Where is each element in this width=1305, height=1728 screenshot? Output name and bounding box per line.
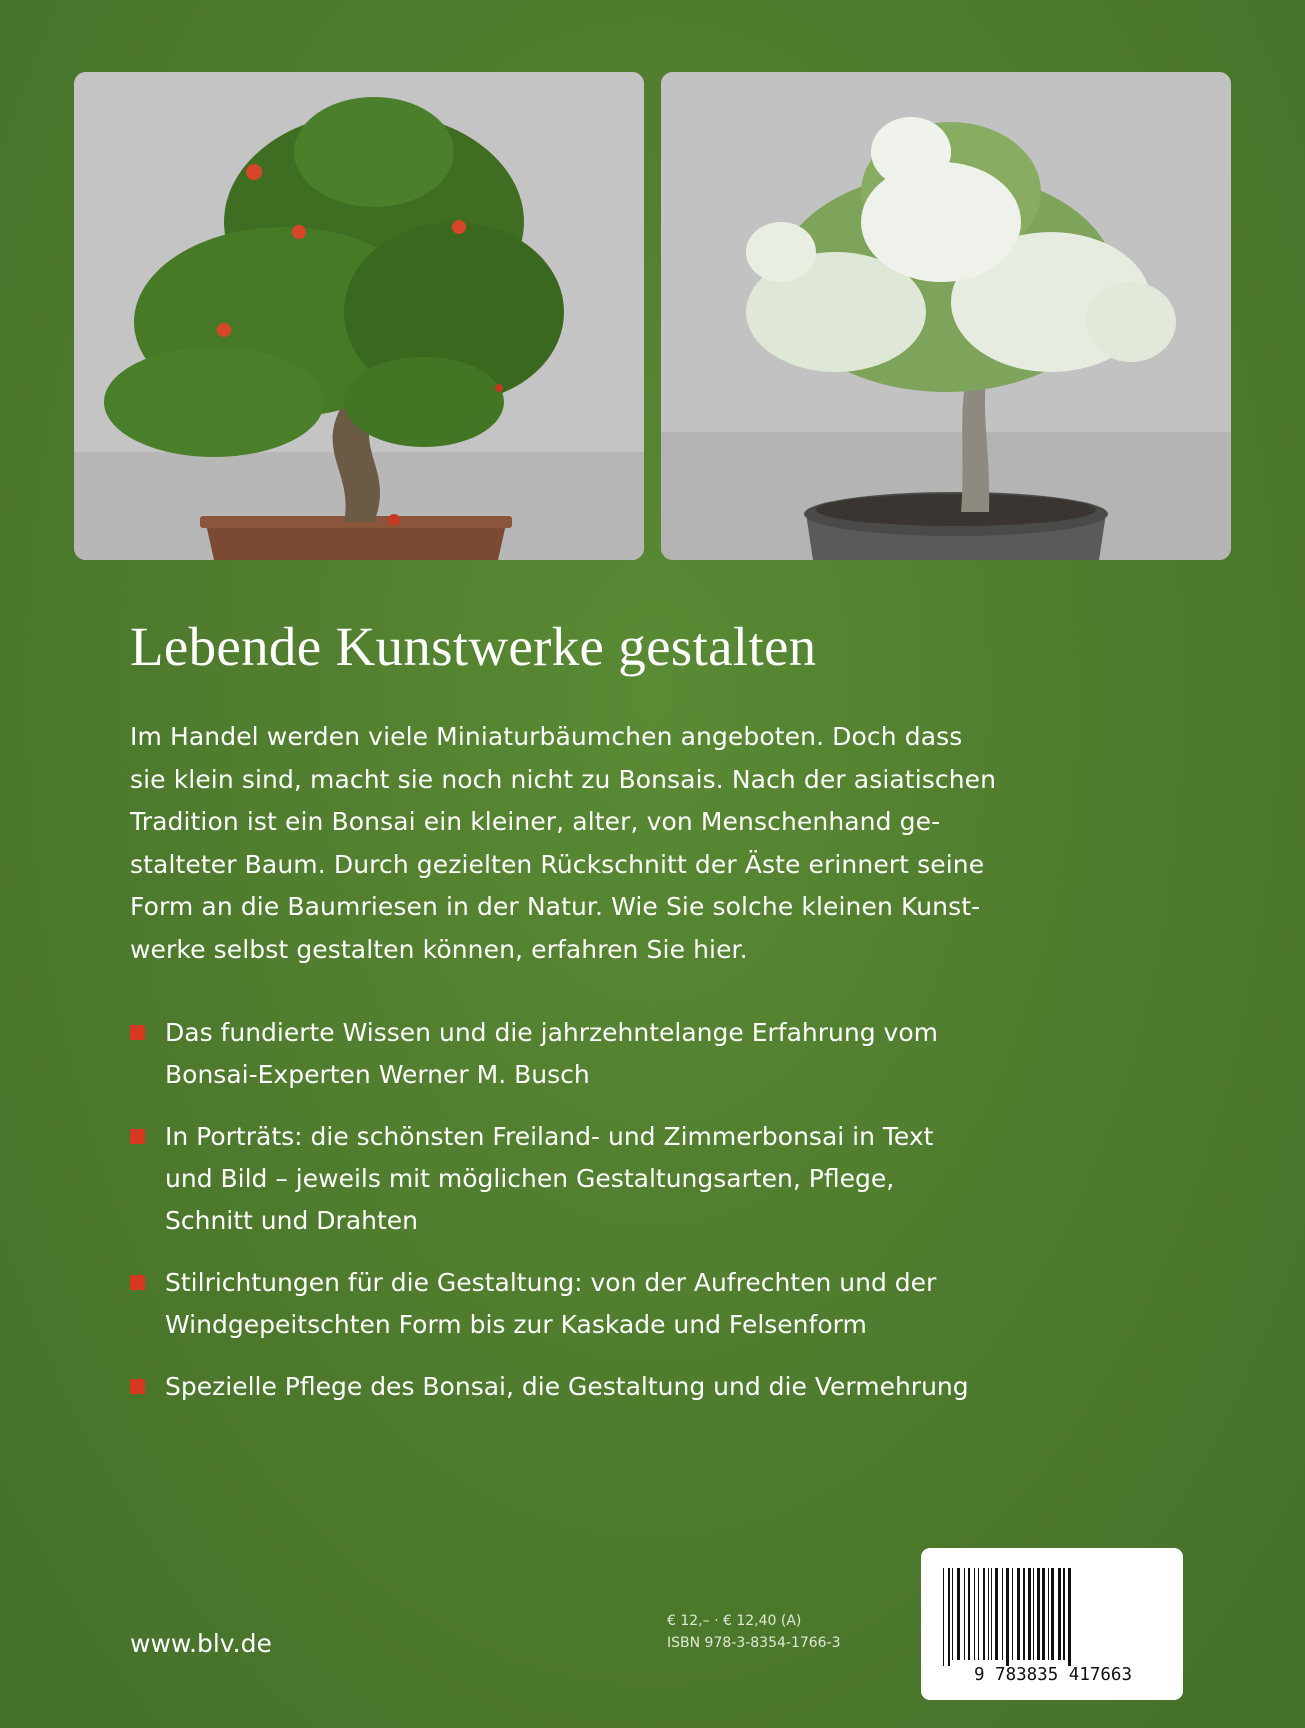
feature-item (130, 1116, 1090, 1242)
pomegranate-bonsai-photo (74, 72, 644, 560)
feature-line: Windgepeitschten Form bis zur Kaskade und Felsenform (165, 1310, 867, 1339)
barcode (921, 1548, 1183, 1700)
barcode-bars (935, 1568, 1171, 1666)
intro-paragraph (130, 716, 1090, 971)
feature-item (130, 1262, 1090, 1346)
intro-line: stalteter Baum. Durch gezielten Rückschnitt der Äste erinnert seine (130, 849, 985, 879)
intro-line: Im Handel werden viele Miniaturbäumchen angeboten. Doch dass (130, 722, 963, 751)
feature-line: Stilrichtungen für die Gestaltung: von der Aufrechten und der (165, 1268, 937, 1297)
feature-item (130, 1366, 1090, 1408)
intro-line: sie klein sind, macht sie noch nicht zu Bonsais. Nach der asiatischen (130, 764, 997, 794)
flowering-apple-bonsai-photo (661, 72, 1231, 560)
feature-line: Das fundierte Wissen und die jahrzehntelange Erfahrung vom (165, 1018, 938, 1047)
feature-line: In Porträts: die schönsten Freiland- und Zimmerbonsai in Text (165, 1122, 934, 1151)
price-block (667, 1610, 841, 1654)
intro-line: Form an die Baumriesen in der Natur. Wie Sie solche kleinen Kunst- (130, 892, 981, 921)
feature-item (130, 1012, 1090, 1096)
intro-line: werke selbst gestalten können, erfahren Sie hier. (130, 934, 748, 964)
feature-line: und Bild – jeweils mit möglichen Gestaltungsarten, Pflege, (165, 1164, 895, 1193)
feature-line: Bonsai-Experten Werner M. Busch (165, 1060, 590, 1089)
feature-line: Spezielle Pflege des Bonsai, die Gestaltung und die Vermehrung (165, 1372, 969, 1401)
feature-line: Schnitt und Drahten (165, 1206, 419, 1235)
red-square-bullet-icon (130, 1129, 145, 1144)
feature-list (130, 1012, 1090, 1428)
red-square-bullet-icon (130, 1379, 145, 1394)
red-square-bullet-icon (130, 1275, 145, 1290)
isbn-line: ISBN 978-3-8354-1766-3 (667, 1635, 841, 1651)
website-link[interactable]: www.blv.de (130, 1629, 272, 1658)
intro-line: Tradition ist ein Bonsai ein kleiner, alter, von Menschenhand ge- (130, 807, 941, 836)
red-square-bullet-icon (130, 1025, 145, 1040)
headline: Lebende Kunstwerke gestalten (130, 616, 817, 677)
price-line: € 12,– · € 12,40 (A) (667, 1613, 802, 1629)
barcode-digits: 9 783835 417663 (973, 1665, 1133, 1685)
